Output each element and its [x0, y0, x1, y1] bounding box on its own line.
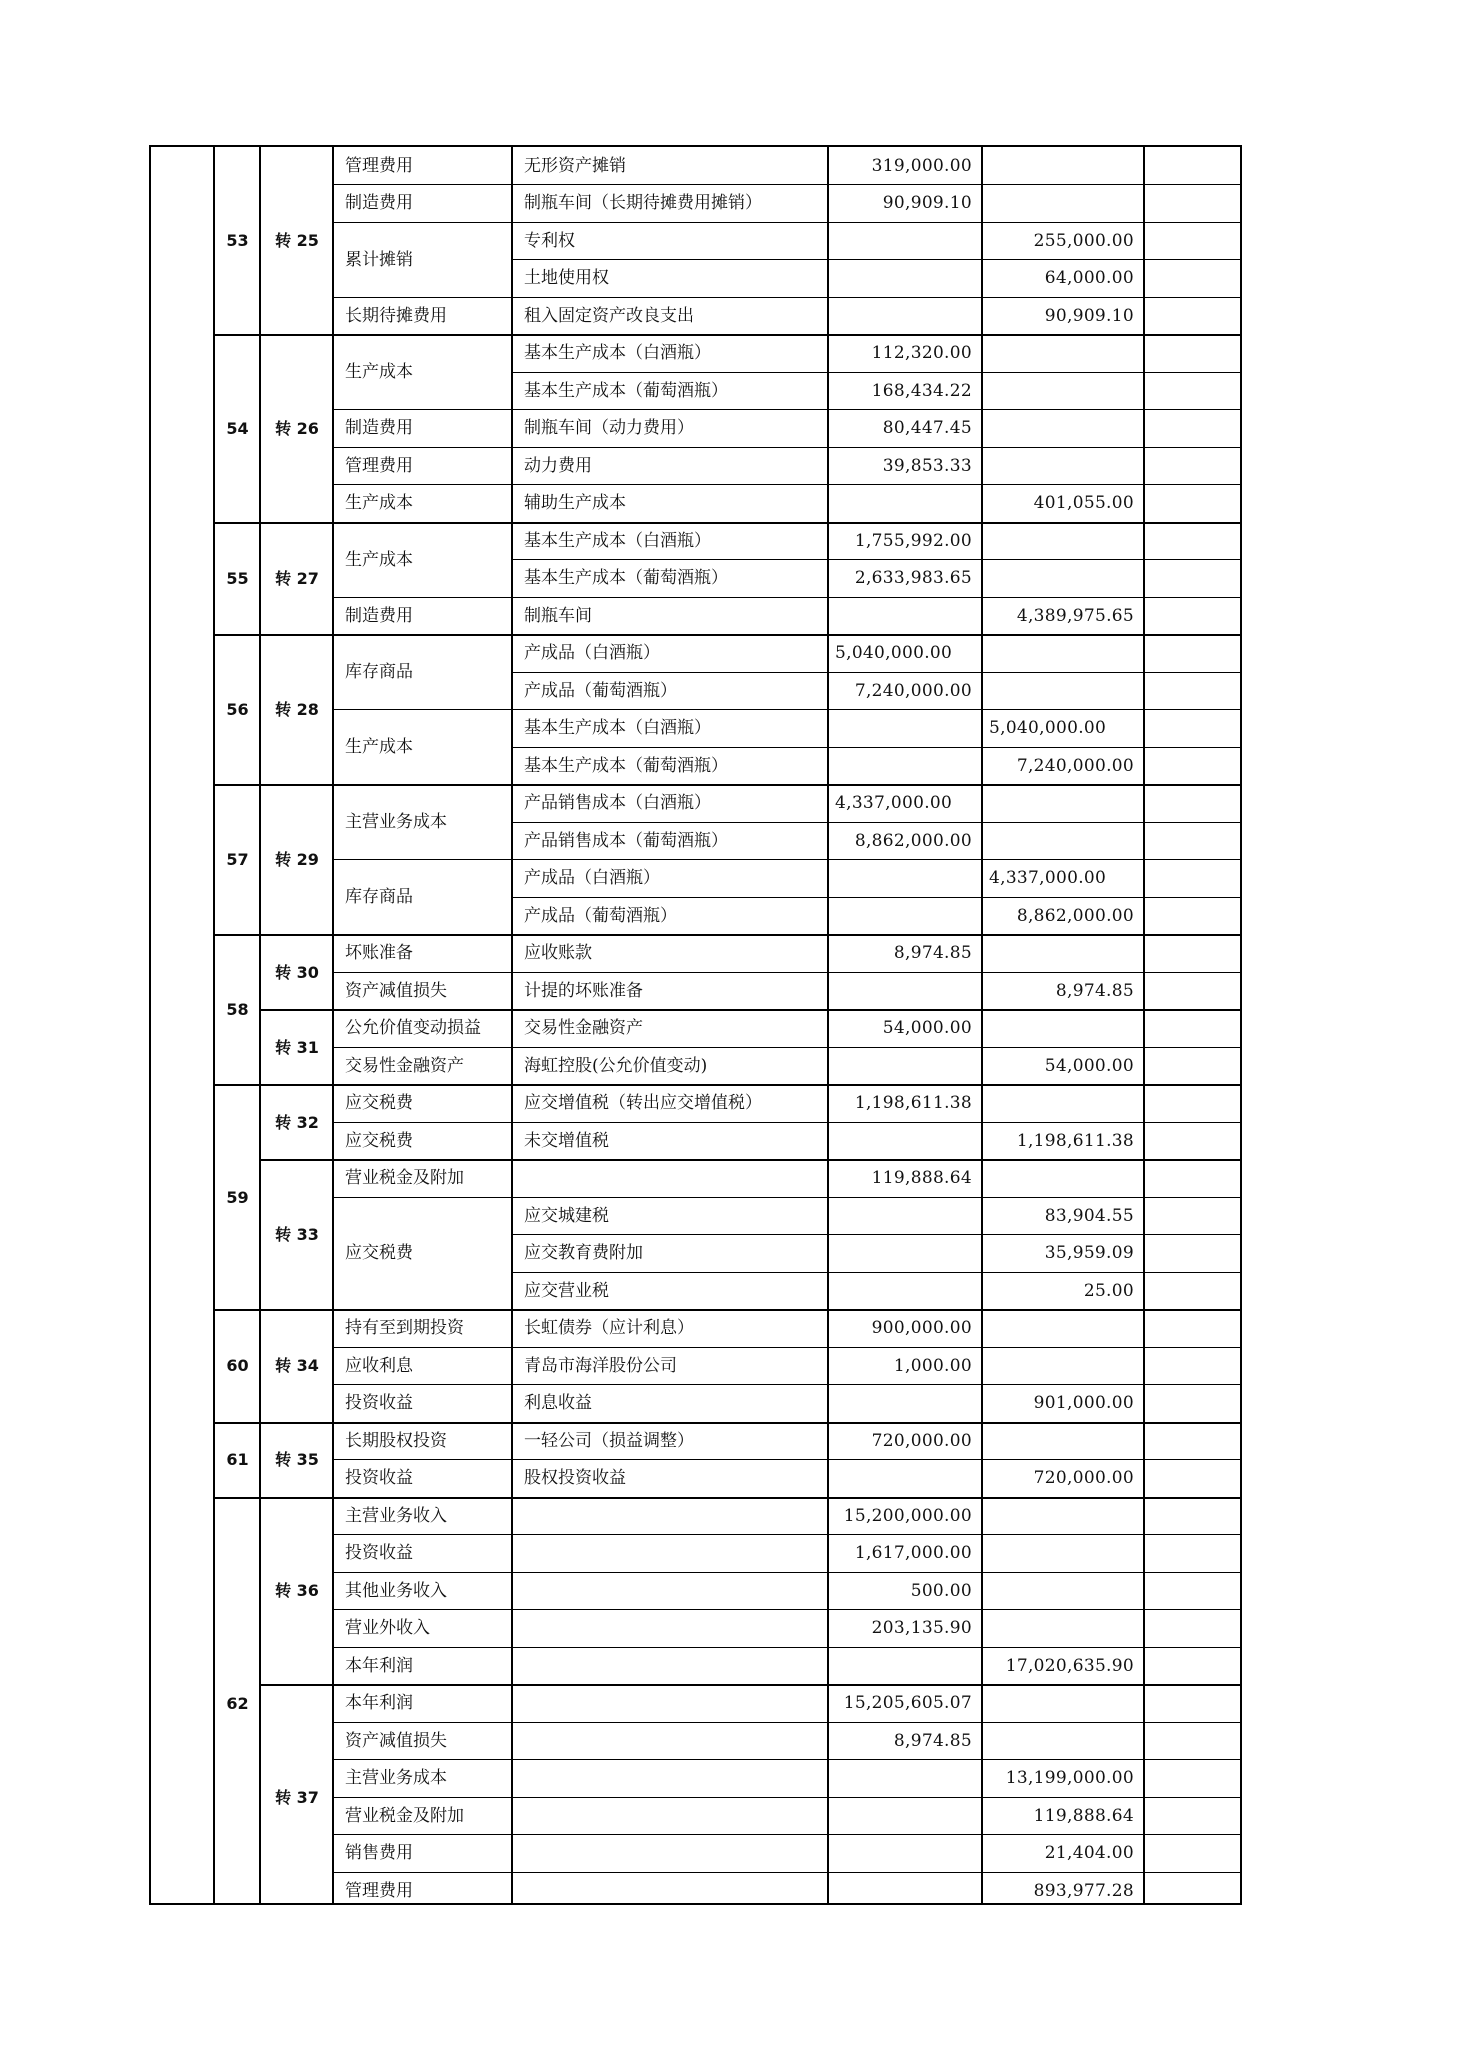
- blank-cell: [1145, 1161, 1242, 1198]
- sub-account: [513, 1498, 828, 1535]
- credit-amount: 119,888.64: [1033, 1805, 1134, 1826]
- sub-account: 辅助生产成本: [524, 493, 626, 514]
- sub-account: 股权投资收益: [524, 1468, 626, 1489]
- row-rule: [512, 1234, 1242, 1235]
- blank-cell: [1145, 1461, 1242, 1498]
- blank-cell: [1145, 261, 1242, 298]
- sub-account: 产成品（白酒瓶）: [524, 643, 660, 664]
- voucher-number: 转 29: [275, 850, 319, 869]
- blank-cell: [1145, 561, 1242, 598]
- row-rule: [512, 1347, 1242, 1348]
- credit-amount: [983, 1011, 1144, 1048]
- blank-cell: [1145, 1273, 1242, 1310]
- credit-amount: [983, 448, 1144, 485]
- account-name: 主营业务成本: [345, 1768, 447, 1789]
- credit-amount: 893,977.28: [1033, 1880, 1134, 1901]
- blank-cell: [1145, 1536, 1242, 1573]
- debit-amount: 8,974.85: [893, 1730, 972, 1751]
- account-name: 应交税费: [345, 1243, 413, 1264]
- blank-cell: [1145, 1236, 1242, 1273]
- account-name: 应收利息: [345, 1355, 413, 1376]
- sub-account: [513, 1648, 828, 1685]
- row-rule: [512, 747, 1242, 748]
- blank-cell: [1145, 223, 1242, 260]
- row-rule: [512, 1534, 1242, 1535]
- debit-amount: 900,000.00: [871, 1318, 972, 1339]
- credit-amount: 7,240,000.00: [1016, 755, 1134, 776]
- sequence-number: 56: [226, 700, 249, 719]
- debit-amount: 80,447.45: [882, 418, 972, 439]
- account-name: 交易性金融资产: [345, 1055, 464, 1076]
- account-name: 管理费用: [345, 1880, 413, 1901]
- account-name: 累计摊销: [345, 249, 413, 270]
- sub-account: 应交增值税（转出应交增值税）: [524, 1093, 762, 1114]
- blank-cell: [1145, 411, 1242, 448]
- blank-cell: [1145, 823, 1242, 860]
- sub-account: [513, 1723, 828, 1760]
- blank-cell: [1145, 1648, 1242, 1685]
- account-name: 应交税费: [345, 1130, 413, 1151]
- debit-amount: 1,000.00: [893, 1355, 972, 1376]
- credit-amount: [983, 1573, 1144, 1610]
- debit-amount: [829, 748, 982, 785]
- debit-amount: 8,974.85: [893, 943, 972, 964]
- credit-amount: [983, 561, 1144, 598]
- account-name: 销售费用: [345, 1843, 413, 1864]
- debit-amount: [829, 1836, 982, 1873]
- debit-amount: [829, 1236, 982, 1273]
- account-name: 其他业务收入: [345, 1580, 447, 1601]
- account-name: 主营业务成本: [345, 812, 447, 832]
- row-rule: [512, 972, 1242, 973]
- account-name: 投资收益: [345, 1393, 413, 1414]
- debit-amount: [829, 898, 982, 935]
- credit-amount: 1,198,611.38: [1016, 1130, 1134, 1151]
- debit-amount: [829, 1873, 982, 1910]
- sub-account: 制瓶车间: [524, 605, 592, 626]
- credit-amount: [983, 523, 1144, 560]
- credit-amount: [983, 1348, 1144, 1385]
- sub-account: [513, 1161, 828, 1198]
- blank-cell: [1145, 1761, 1242, 1798]
- credit-amount: 255,000.00: [1033, 230, 1134, 251]
- sub-account: 基本生产成本（葡萄酒瓶）: [524, 755, 728, 776]
- credit-amount: 17,020,635.90: [1005, 1655, 1134, 1676]
- credit-amount: 13,199,000.00: [1005, 1768, 1134, 1789]
- debit-amount: [829, 973, 982, 1010]
- row-rule: [512, 1197, 1242, 1198]
- row-rule: [512, 447, 1242, 448]
- credit-amount: [983, 673, 1144, 710]
- blank-cell: [1145, 973, 1242, 1010]
- sub-account: [513, 1761, 828, 1798]
- sub-account: 基本生产成本（白酒瓶）: [524, 343, 711, 364]
- sub-account: 产品销售成本（白酒瓶）: [524, 793, 711, 814]
- sub-account: 土地使用权: [524, 268, 609, 289]
- journal-table: [149, 145, 1242, 1905]
- sub-account: 应交教育费附加: [524, 1243, 643, 1264]
- blank-cell: [1145, 898, 1242, 935]
- row-rule: [512, 1159, 1242, 1160]
- sub-account: 未交增值税: [524, 1130, 609, 1151]
- debit-amount: [829, 223, 982, 260]
- debit-amount: 90,909.10: [882, 193, 972, 214]
- sequence-number: 60: [226, 1356, 249, 1376]
- row-rule: [512, 1459, 1242, 1460]
- account-name: 资产减值损失: [345, 1730, 447, 1751]
- credit-amount: [983, 823, 1144, 860]
- voucher-number: 转 37: [275, 1787, 319, 1807]
- blank-cell: [1145, 1498, 1242, 1535]
- account-name: 库存商品: [345, 662, 413, 682]
- sub-account: 交易性金融资产: [524, 1018, 643, 1039]
- debit-amount: 39,853.33: [882, 455, 972, 476]
- credit-amount: [983, 636, 1144, 673]
- sequence-number: 61: [226, 1450, 249, 1469]
- debit-amount: [829, 1273, 982, 1310]
- blank-cell: [1145, 636, 1242, 673]
- blank-cell: [1145, 1048, 1242, 1085]
- credit-amount: [983, 1723, 1144, 1760]
- debit-amount: [829, 261, 982, 298]
- sub-account: 基本生产成本（葡萄酒瓶）: [524, 380, 728, 401]
- sub-account: 海虹控股(公允价值变动): [524, 1055, 708, 1076]
- account-name: 投资收益: [345, 1468, 413, 1489]
- account-name: 持有至到期投资: [345, 1318, 464, 1339]
- debit-amount: 15,205,605.07: [843, 1693, 972, 1714]
- credit-amount: 21,404.00: [1044, 1843, 1134, 1864]
- blank-cell: [1145, 1573, 1242, 1610]
- row-rule: [512, 709, 1242, 710]
- blank-cell: [1145, 1348, 1242, 1385]
- blank-cell: [1145, 598, 1242, 635]
- credit-amount: 401,055.00: [1033, 493, 1134, 514]
- sub-account: 产成品（葡萄酒瓶）: [524, 680, 677, 701]
- sub-account: 产成品（葡萄酒瓶）: [524, 905, 677, 926]
- credit-amount: [983, 148, 1144, 185]
- blank-cell: [1145, 1686, 1242, 1723]
- debit-amount: 1,755,992.00: [854, 530, 972, 551]
- row-rule: [512, 372, 1242, 373]
- account-name: 制造费用: [345, 605, 413, 626]
- account-name: 营业税金及附加: [345, 1168, 464, 1189]
- debit-amount: [829, 1386, 982, 1423]
- blank-cell: [1145, 1611, 1242, 1648]
- row-rule: [512, 1572, 1242, 1573]
- row-rule: [512, 822, 1242, 823]
- blank-cell: [1145, 1086, 1242, 1123]
- account-name: 营业外收入: [345, 1618, 430, 1639]
- row-rule: [512, 222, 1242, 223]
- debit-amount: [829, 486, 982, 523]
- sub-account: [513, 1573, 828, 1610]
- credit-amount: [983, 1536, 1144, 1573]
- blank-cell: [1145, 336, 1242, 373]
- sub-account: 基本生产成本（葡萄酒瓶）: [524, 568, 728, 589]
- row-rule: [512, 409, 1242, 410]
- sequence-number: 58: [226, 1000, 249, 1019]
- sub-account: 基本生产成本（白酒瓶）: [524, 718, 711, 739]
- debit-amount: 112,320.00: [871, 343, 972, 364]
- row-rule: [512, 1872, 1242, 1873]
- sub-account: 动力费用: [524, 455, 592, 476]
- blank-cell: [1145, 486, 1242, 523]
- debit-amount: 5,040,000.00: [835, 643, 953, 664]
- sub-account: 制瓶车间（动力费用）: [524, 418, 694, 439]
- account-name: 制造费用: [345, 418, 413, 439]
- voucher-number: 转 34: [275, 1356, 319, 1376]
- credit-amount: [983, 936, 1144, 973]
- blank-cell: [1145, 523, 1242, 560]
- blank-cell: [1145, 786, 1242, 823]
- sub-account: [513, 1536, 828, 1573]
- blank-cell: [1145, 748, 1242, 785]
- debit-amount: 168,434.22: [871, 380, 972, 401]
- debit-amount: [829, 1798, 982, 1835]
- credit-amount: [983, 336, 1144, 373]
- blank-cell: [1145, 448, 1242, 485]
- account-name: 长期股权投资: [345, 1430, 447, 1451]
- sequence-number: 62: [226, 1693, 249, 1713]
- voucher-number: 转 33: [275, 1225, 319, 1244]
- voucher-number: 转 27: [275, 568, 319, 588]
- row-rule: [512, 259, 1242, 260]
- credit-amount: [983, 1686, 1144, 1723]
- row-rule: [512, 597, 1242, 598]
- row-rule: [512, 1047, 1242, 1048]
- debit-amount: 500.00: [910, 1580, 972, 1601]
- account-name: 主营业务收入: [345, 1505, 447, 1526]
- debit-amount: 54,000.00: [882, 1018, 972, 1039]
- blank-cell: [1145, 298, 1242, 335]
- row-rule: [512, 1122, 1242, 1123]
- blank-cell: [1145, 673, 1242, 710]
- sub-account: 专利权: [524, 230, 575, 251]
- credit-amount: [983, 411, 1144, 448]
- credit-amount: 90,909.10: [1044, 305, 1134, 326]
- row-rule: [512, 184, 1242, 185]
- credit-amount: [983, 1311, 1144, 1348]
- debit-amount: [829, 598, 982, 635]
- sub-account: 利息收益: [524, 1393, 592, 1414]
- credit-amount: [983, 1611, 1144, 1648]
- account-name: 应交税费: [345, 1093, 413, 1114]
- row-rule: [512, 1834, 1242, 1835]
- credit-amount: 5,040,000.00: [989, 718, 1107, 739]
- voucher-number: 转 36: [275, 1581, 319, 1601]
- account-name: 投资收益: [345, 1543, 413, 1564]
- voucher-number: 转 28: [275, 700, 319, 719]
- debit-amount: [829, 1198, 982, 1235]
- sub-account: 应交城建税: [524, 1205, 609, 1226]
- credit-amount: 35,959.09: [1044, 1243, 1134, 1264]
- blank-cell: [1145, 1873, 1242, 1910]
- row-rule: [512, 1609, 1242, 1610]
- sub-account: 青岛市海洋股份公司: [524, 1355, 677, 1376]
- blank-cell: [1145, 1123, 1242, 1160]
- debit-amount: 7,240,000.00: [854, 680, 972, 701]
- sub-account: [513, 1798, 828, 1835]
- debit-amount: [829, 298, 982, 335]
- sub-account: [513, 1686, 828, 1723]
- voucher-number: 转 25: [275, 231, 319, 251]
- row-rule: [512, 297, 1242, 298]
- row-rule: [512, 897, 1242, 898]
- debit-amount: [829, 1461, 982, 1498]
- account-name: 生产成本: [345, 493, 413, 514]
- blank-cell: [1145, 936, 1242, 973]
- debit-amount: 15,200,000.00: [843, 1505, 972, 1526]
- row-rule: [512, 1759, 1242, 1760]
- debit-amount: 119,888.64: [871, 1168, 972, 1189]
- account-name: 营业税金及附加: [345, 1805, 464, 1826]
- sequence-number: 57: [226, 850, 249, 869]
- voucher-number: 转 35: [275, 1450, 319, 1469]
- sub-account: 计提的坏账准备: [524, 980, 643, 1001]
- account-name: 本年利润: [345, 1693, 413, 1714]
- credit-amount: 8,862,000.00: [1016, 905, 1134, 926]
- sub-account: [513, 1873, 828, 1910]
- credit-amount: [983, 1086, 1144, 1123]
- credit-amount: 901,000.00: [1033, 1393, 1134, 1414]
- credit-amount: 8,974.85: [1055, 980, 1134, 1001]
- sub-account: 长虹债券（应计利息）: [524, 1318, 694, 1339]
- row-rule: [512, 859, 1242, 860]
- debit-amount: 203,135.90: [871, 1618, 972, 1639]
- row-rule: [512, 1009, 1242, 1010]
- account-name: 管理费用: [345, 455, 413, 476]
- credit-amount: 4,389,975.65: [1016, 605, 1134, 626]
- credit-amount: 54,000.00: [1044, 1055, 1134, 1076]
- account-name: 生产成本: [345, 737, 413, 757]
- account-name: 生产成本: [345, 362, 413, 382]
- voucher-number: 转 30: [275, 962, 319, 982]
- row-rule: [512, 559, 1242, 560]
- blank-cell: [1145, 1011, 1242, 1048]
- debit-amount: 2,633,983.65: [854, 568, 972, 589]
- sequence-number: 55: [226, 568, 249, 588]
- debit-amount: [829, 1123, 982, 1160]
- credit-amount: 64,000.00: [1044, 268, 1134, 289]
- account-name: 库存商品: [345, 887, 413, 907]
- account-name: 生产成本: [345, 549, 413, 570]
- credit-amount: [983, 186, 1144, 223]
- row-rule: [512, 1684, 1242, 1685]
- account-name: 资产减值损失: [345, 980, 447, 1001]
- blank-cell: [1145, 711, 1242, 748]
- blank-cell: [1145, 1723, 1242, 1760]
- credit-amount: 83,904.55: [1044, 1205, 1134, 1226]
- voucher-number: 转 31: [275, 1037, 319, 1057]
- debit-amount: 1,198,611.38: [854, 1093, 972, 1114]
- sub-account: 租入固定资产改良支出: [524, 305, 694, 326]
- credit-amount: [983, 1161, 1144, 1198]
- row-rule: [512, 1272, 1242, 1273]
- debit-amount: 4,337,000.00: [835, 793, 953, 814]
- sub-account: 基本生产成本（白酒瓶）: [524, 530, 711, 551]
- row-rule: [512, 1797, 1242, 1798]
- blank-cell: [1145, 861, 1242, 898]
- debit-amount: [829, 861, 982, 898]
- blank-cell: [1145, 373, 1242, 410]
- sub-account: 应交营业税: [524, 1280, 609, 1301]
- blank-cell: [1145, 1798, 1242, 1835]
- sequence-number: 53: [226, 231, 249, 251]
- sub-account: [513, 1836, 828, 1873]
- account-name: 坏账准备: [345, 943, 413, 964]
- credit-amount: 25.00: [1083, 1280, 1134, 1301]
- credit-amount: 720,000.00: [1033, 1468, 1134, 1489]
- credit-amount: [983, 373, 1144, 410]
- debit-amount: [829, 1648, 982, 1685]
- row-rule: [512, 1722, 1242, 1723]
- row-rule: [512, 1384, 1242, 1385]
- sub-account: 产成品（白酒瓶）: [524, 868, 660, 889]
- sequence-number: 54: [226, 418, 249, 438]
- sub-account: 无形资产摊销: [524, 155, 626, 176]
- voucher-number: 转 32: [275, 1112, 319, 1132]
- row-rule: [512, 672, 1242, 673]
- blank-cell: [1145, 1423, 1242, 1460]
- debit-amount: [829, 1761, 982, 1798]
- credit-amount: 4,337,000.00: [989, 868, 1107, 889]
- credit-amount: [983, 1498, 1144, 1535]
- blank-cell: [1145, 1198, 1242, 1235]
- account-name: 管理费用: [345, 155, 413, 176]
- account-name: 本年利润: [345, 1655, 413, 1676]
- sequence-number: 59: [226, 1187, 249, 1207]
- sub-account: [513, 1611, 828, 1648]
- blank-cell: [1145, 186, 1242, 223]
- debit-amount: 8,862,000.00: [854, 830, 972, 851]
- credit-amount: [983, 786, 1144, 823]
- debit-amount: [829, 1048, 982, 1085]
- sub-account: 一轻公司（损益调整）: [524, 1430, 694, 1451]
- account-name: 制造费用: [345, 193, 413, 214]
- blank-cell: [1145, 148, 1242, 185]
- blank-cell: [1145, 1386, 1242, 1423]
- account-name: 公允价值变动损益: [345, 1018, 481, 1039]
- voucher-number: 转 26: [275, 418, 319, 438]
- blank-cell: [1145, 1311, 1242, 1348]
- account-name: 长期待摊费用: [345, 305, 447, 326]
- sub-account: 产品销售成本（葡萄酒瓶）: [524, 830, 728, 851]
- sub-account: 应收账款: [524, 943, 592, 964]
- row-rule: [512, 1647, 1242, 1648]
- credit-amount: [983, 1423, 1144, 1460]
- blank-cell: [1145, 1836, 1242, 1873]
- debit-amount: 319,000.00: [871, 155, 972, 176]
- sub-account: 制瓶车间（长期待摊费用摊销）: [524, 193, 762, 214]
- debit-amount: 720,000.00: [871, 1430, 972, 1451]
- debit-amount: [829, 711, 982, 748]
- row-rule: [512, 484, 1242, 485]
- debit-amount: 1,617,000.00: [854, 1543, 972, 1564]
